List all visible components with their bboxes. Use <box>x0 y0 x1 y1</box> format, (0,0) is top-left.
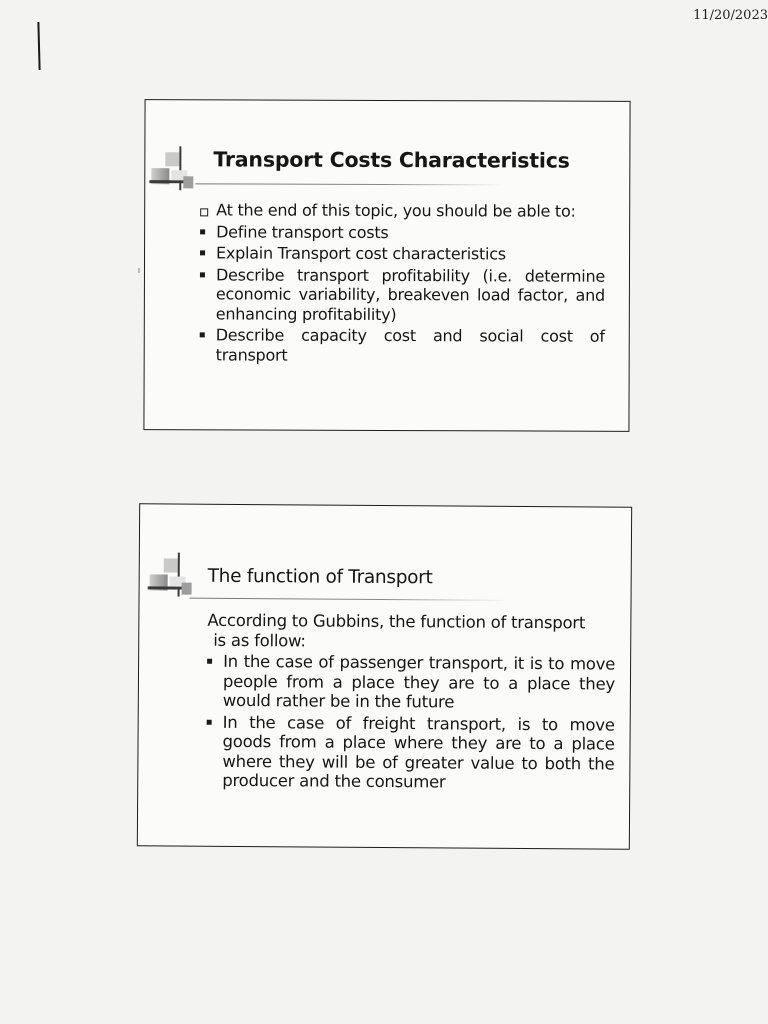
list-item <box>200 243 605 264</box>
slide-2 <box>137 503 632 849</box>
slide-2-content <box>206 611 615 795</box>
slide-1-title: Transport Costs Characteristics <box>213 147 570 173</box>
filled-square-bullet-icon <box>200 229 205 234</box>
hollow-square-bullet-icon <box>200 208 208 216</box>
grey-squares-logo-icon <box>148 552 206 598</box>
filled-square-bullet-icon <box>200 272 205 277</box>
slide-2-intro-line-2: is as follow: <box>213 630 306 650</box>
list-item <box>206 712 615 793</box>
list-item <box>200 222 605 243</box>
filled-square-bullet-icon <box>200 332 205 337</box>
slide-1-intro: At the end of this topic, you should be able to: <box>216 200 576 221</box>
slide-2-intro-line-1: According to Gubbins, the function of transport <box>207 610 586 633</box>
slide-1-title-rule <box>195 183 505 185</box>
slide-1 <box>143 99 630 432</box>
grey-squares-logo-icon <box>149 146 207 192</box>
slide-1-bullet-4: Describe capacity cost and social cost of transport <box>215 325 605 365</box>
list-item <box>200 200 605 221</box>
slide-2-intro <box>207 611 615 653</box>
slide-1-content <box>200 200 606 367</box>
list-item <box>200 265 605 325</box>
filled-square-bullet-icon <box>207 659 212 664</box>
slide-2-title-rule <box>190 598 510 601</box>
page-date: 11/20/2023 <box>693 8 768 23</box>
slide-1-bullet-3: Describe transport profitability (i.e. determine economic variability, breakeven load factor, and enhancing profitability) <box>215 264 605 324</box>
list-item <box>207 652 615 713</box>
slide-2-bullet-1: In the case of passenger transport, it is to move people from a place they are to a place they would rather be in the future <box>222 651 616 712</box>
filled-square-bullet-icon <box>200 250 205 255</box>
slide-2-title: The function of Transport <box>207 565 433 589</box>
slide-2-bullet-2: In the case of freight transport, is to move goods from a place where they are to a place where they will be of greater value to both the producer and the consumer <box>222 712 615 792</box>
list-item <box>200 325 605 365</box>
margin-mark <box>37 22 40 70</box>
slide-1-bullet-1: Define transport costs <box>216 221 389 242</box>
filled-square-bullet-icon <box>207 719 212 724</box>
scan-speck <box>138 268 140 273</box>
slide-1-bullet-2: Explain Transport cost characteristics <box>216 243 506 264</box>
